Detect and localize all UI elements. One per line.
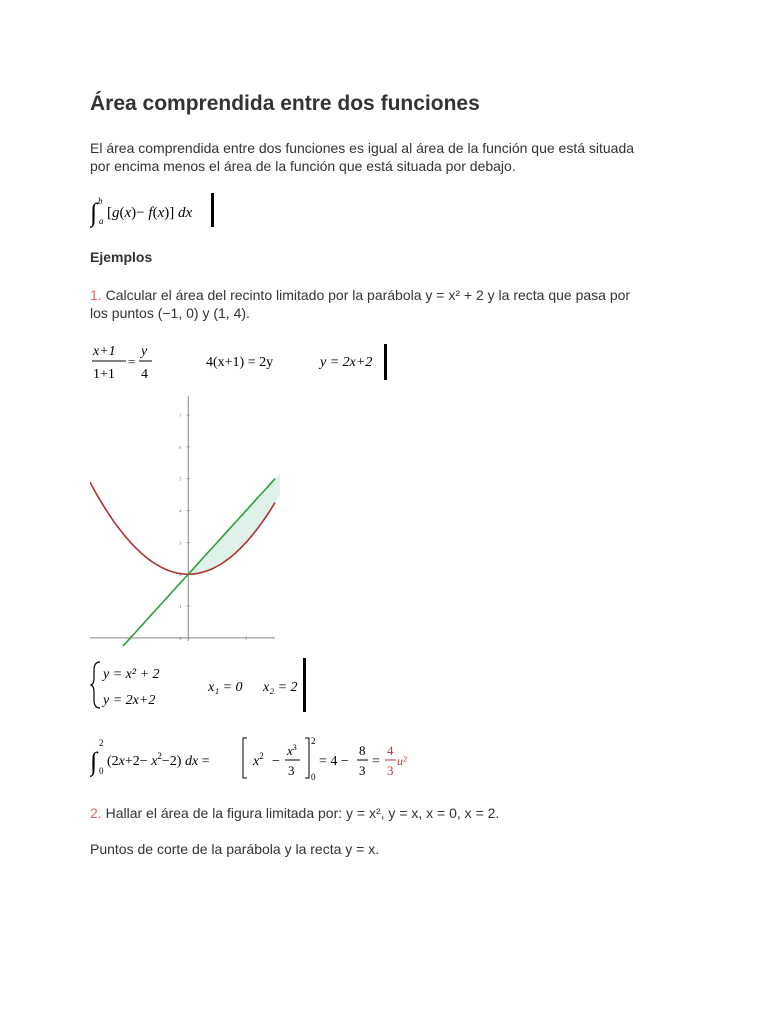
- svg-text:= 4 −: = 4 −: [319, 754, 349, 769]
- root-2: x₂ = 2: [263, 680, 298, 695]
- plot-svg: [90, 396, 280, 646]
- equation-b: 4(x+1) = 2y: [206, 355, 274, 370]
- svg-text:0: 0: [311, 772, 316, 782]
- intro-line-2: por encima menos el área de la función que está situada por debajo.: [90, 158, 516, 174]
- page-title: Área comprendida entre dos funciones: [90, 92, 480, 115]
- example-2-number: 2.: [90, 805, 102, 821]
- intersection-text: [90, 840, 690, 858]
- text-cursor: [211, 193, 214, 227]
- svg-text:3: 3: [288, 763, 295, 778]
- text-cursor-3: [303, 658, 306, 712]
- svg-text:[g(x)− f(x)] dx: [g(x)− f(x)] dx: [107, 205, 193, 221]
- svg-text:0: 0: [99, 766, 104, 776]
- function-plot: [90, 396, 280, 651]
- frac-left-num: x+1: [93, 344, 116, 359]
- svg-text:−: −: [272, 754, 280, 769]
- y-tick-label-5: 5: [179, 476, 182, 482]
- svg-text:a: a: [99, 216, 104, 226]
- text-cursor-2: [384, 344, 387, 380]
- svg-text:2: 2: [311, 736, 316, 746]
- line-equation-row: [90, 340, 400, 391]
- frac-left-den: 1+1: [93, 367, 115, 382]
- y-tick-label-3: 3: [179, 540, 182, 546]
- svg-text:8: 8: [359, 743, 366, 758]
- y-tick-label-7: 7: [179, 413, 182, 419]
- y-tick-label-4: 4: [179, 508, 182, 514]
- svg-text:x3: $x^3$: [287, 743, 297, 758]
- example-1-line-1: Calcular el área del recinto limitado por la parábola y = x² + 2 y la recta que pasa por: [105, 287, 631, 303]
- system-svg: [90, 656, 320, 714]
- example-2-text: [90, 804, 690, 822]
- series-1-curve: [113, 476, 275, 646]
- svg-text:=: =: [372, 754, 380, 769]
- intersection-line: Puntos de corte de la parábola y la recta y = x.: [90, 841, 380, 857]
- equation-c: y = 2x+2: [320, 355, 373, 370]
- result-numerator: 4: [387, 743, 394, 758]
- system-eq-2: y = 2x+2: [103, 693, 156, 708]
- intro-paragraph: [90, 139, 690, 175]
- line-equation-svg: [90, 340, 400, 386]
- example-1-line-2: los puntos (−1, 0) y (1, 4).: [90, 305, 250, 321]
- y-tick-label-1: 1: [179, 604, 182, 609]
- example-2-line-1: Hallar el área de la figura limitada por: y = x², y = x, x = 0, x = 2.: [105, 805, 500, 821]
- frac-right-den: 4: [141, 367, 148, 382]
- result-denominator: 3: [387, 763, 394, 778]
- svg-text:2: 2: [99, 738, 104, 748]
- y-tick-label-6: 6: [179, 444, 182, 450]
- system-of-equations: [90, 656, 320, 719]
- area-formula: [90, 192, 230, 237]
- example-1-text: [90, 286, 690, 322]
- svg-text:=: =: [128, 354, 136, 369]
- intro-line-1: El área comprendida entre dos funciones es igual al área de la función que está situada: [90, 140, 635, 156]
- svg-text:x2: $x^2$: [253, 751, 264, 769]
- y-tick-label-0: 0: [179, 635, 182, 641]
- y-tick-label-2: 2: [179, 572, 182, 578]
- svg-text:b: b: [98, 196, 103, 206]
- svg-text:3: 3: [359, 763, 366, 778]
- svg-text:(2x+2− x2−2) dx =: $(2x+2- x^2-2)$ dx =: [107, 751, 210, 769]
- examples-heading: Ejemplos: [90, 249, 153, 265]
- area-formula-svg: [90, 192, 230, 232]
- integral-computation: [90, 730, 410, 791]
- svg-text:∫: ∫: [90, 747, 98, 776]
- result-unit: u²: [397, 754, 407, 768]
- integral-svg: [90, 730, 410, 786]
- frac-right-num: y: [141, 344, 148, 359]
- example-1-number: 1.: [90, 287, 102, 303]
- system-eq-1: y = x² + 2: [103, 667, 160, 682]
- root-1: x₁ = 0: [208, 680, 243, 695]
- svg-text:∫: ∫: [90, 198, 98, 227]
